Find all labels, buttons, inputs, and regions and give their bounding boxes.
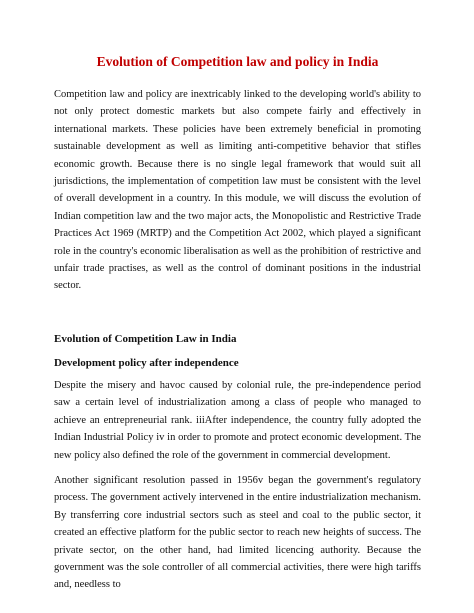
body-paragraph-2: Another significant resolution passed in 1956v began the government's regulatory process. The government actively intervened in the entire industrialization mechanism. By transferring core industrial sectors such as steel and coal to the public sector, it created an effective platform for the public sector to reach new heights of success. The private sector, on the other hand, had limited licencing authority. Because the government was the sole controller of all commercial activities, there were high tariffs and, needless to [54,474,421,591]
body-paragraph-1: Despite the misery and havoc caused by colonial rule, the pre-independence period saw a certain level of industrialization among a class of people who managed to achieve an entrepreneurial rank. iiiAfter independence, the country fully adopted the Indian Industrial Policy iv in order to promote and protect economic development. The new policy also defined the role of the government in commercial development. [54,379,421,461]
document-page [54,44,421,594]
document-title: Evolution of Competition law and policy in India [96,54,379,69]
section-heading: Evolution of Competition Law in India [54,332,237,345]
section-spacer [54,295,421,315]
subsection-heading: Development policy after independence [54,356,239,369]
intro-paragraph: Competition law and policy are inextricably linked to the developing world's ability to not only protect domestic markets but also compete fairly and effectively in international markets. These policies have been extremely beneficial in promoting sustainable development as well as limiting anti-competitive behavior that stifles economic growth. Because there is no single legal framework that would suit all jurisdictions, the implementation of competition law must be consistent with the level of overall development in a country. In this module, we will discuss the evolution of Indian competition law and the two major acts, the Monopolistic and Restrictive Trade Practices Act 1969 (MRTP) and the Competition Act 2002, which played a significant role in the country's economic liberalisation as well as the prohibition of restrictive and unfair trade practises, as well as the control of dominant positions in the industrial sector. [54,89,421,292]
